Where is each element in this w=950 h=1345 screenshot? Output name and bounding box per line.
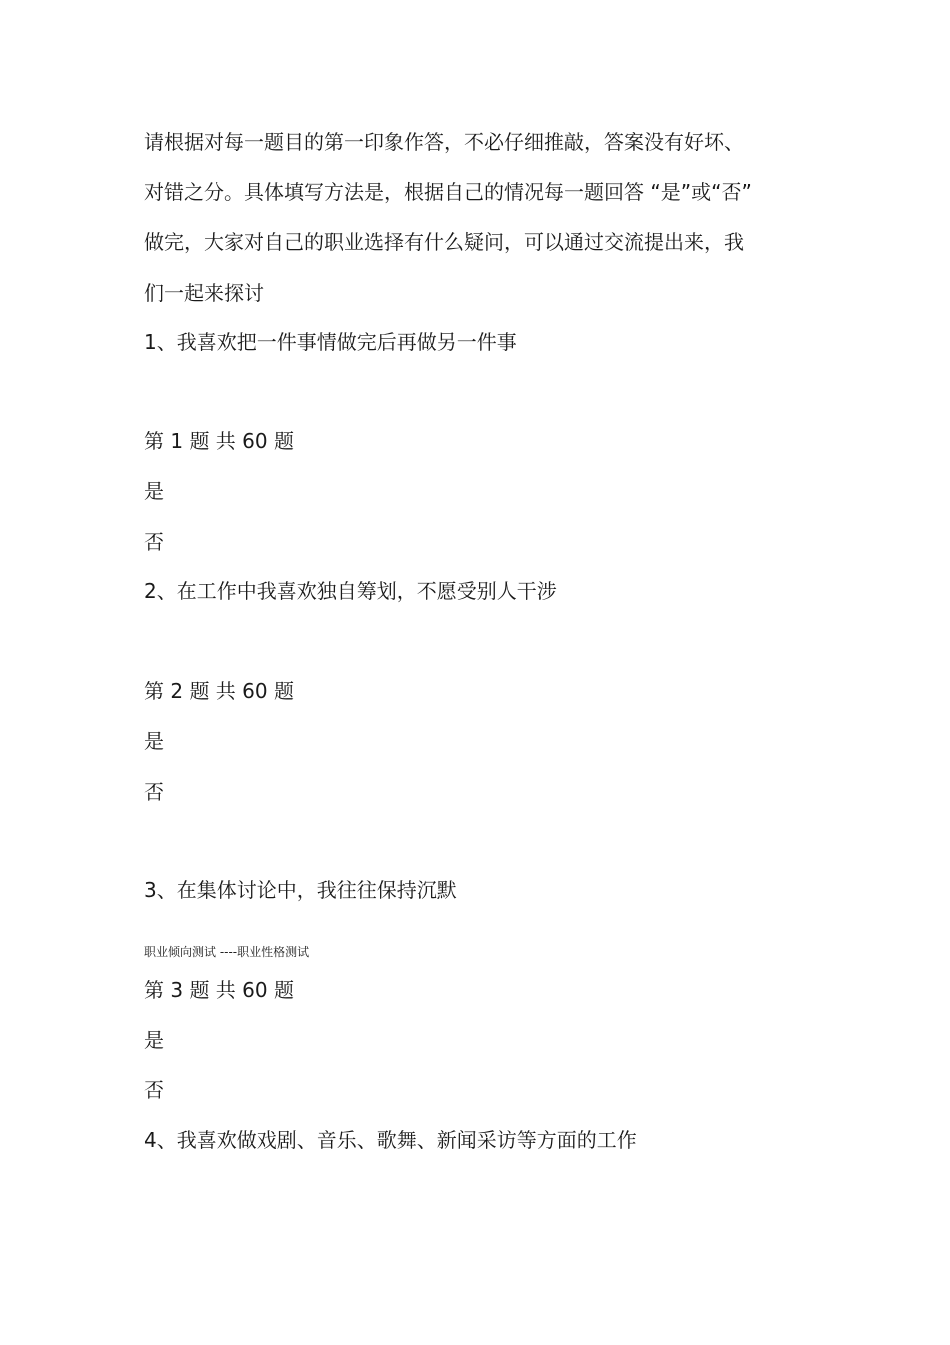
question-1-option-no[interactable]: 否 — [144, 530, 164, 554]
intro-line-1: 请根据对每一题目的第一印象作答，不必仔细推敲，答案没有好坏、 — [144, 130, 744, 154]
question-2-text: 2、在工作中我喜欢独自筹划，不愿受别人干涉 — [144, 579, 557, 603]
running-header: 职业倾向测试 ----职业性格测试 — [144, 945, 310, 959]
question-1-option-yes[interactable]: 是 — [144, 479, 164, 503]
question-3-text: 3、在集体讨论中，我往往保持沉默 — [144, 878, 457, 902]
question-2-counter: 第 2 题 共 60 题 — [144, 679, 294, 703]
intro-line-2: 对错之分。具体填写方法是，根据自己的情况每一题回答 “是”或“否” — [144, 180, 752, 204]
question-3-option-yes[interactable]: 是 — [144, 1028, 164, 1052]
question-2-option-no[interactable]: 否 — [144, 780, 164, 804]
question-1-counter: 第 1 题 共 60 题 — [144, 429, 294, 453]
question-2-option-yes[interactable]: 是 — [144, 729, 164, 753]
question-1-text: 1、我喜欢把一件事情做完后再做另一件事 — [144, 330, 517, 354]
question-4-text: 4、我喜欢做戏剧、音乐、歌舞、新闻采访等方面的工作 — [144, 1128, 637, 1152]
intro-line-3: 做完，大家对自己的职业选择有什么疑问，可以通过交流提出来，我 — [144, 230, 744, 254]
question-3-option-no[interactable]: 否 — [144, 1078, 164, 1102]
question-3-counter: 第 3 题 共 60 题 — [144, 978, 294, 1002]
intro-line-4: 们一起来探讨 — [144, 281, 264, 305]
